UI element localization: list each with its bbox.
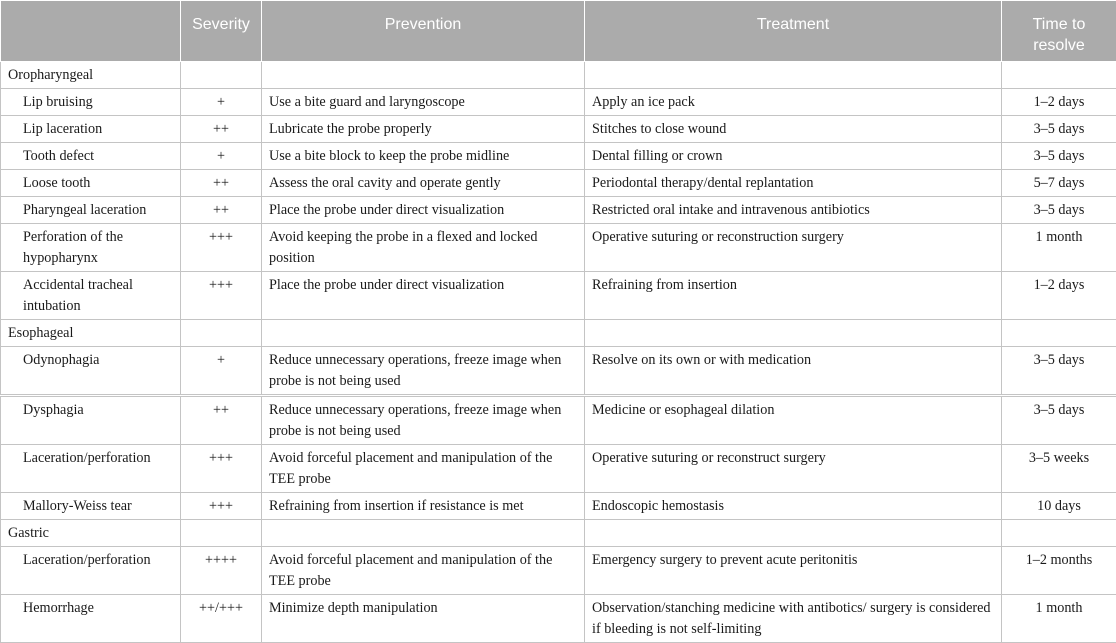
treatment-cell bbox=[585, 62, 1002, 89]
time-cell: 10 days bbox=[1002, 493, 1116, 520]
header-treatment: Treatment bbox=[585, 1, 1002, 62]
complication-name: Perforation of the hypopharynx bbox=[1, 224, 181, 272]
treatment-cell bbox=[585, 520, 1002, 547]
time-cell: 5–7 days bbox=[1002, 170, 1116, 197]
prevention-cell bbox=[262, 62, 585, 89]
complication-name: Dysphagia bbox=[1, 396, 181, 445]
complication-name: Accidental tracheal intubation bbox=[1, 272, 181, 320]
time-cell: 1 month bbox=[1002, 224, 1116, 272]
severity-cell bbox=[181, 62, 262, 89]
severity-cell: ++++ bbox=[181, 547, 262, 595]
prevention-cell: Refraining from insertion if resistance is met bbox=[262, 493, 585, 520]
treatment-cell: Resolve on its own or with medication bbox=[585, 347, 1002, 396]
prevention-cell: Avoid keeping the probe in a flexed and locked position bbox=[262, 224, 585, 272]
treatment-cell: Endoscopic hemostasis bbox=[585, 493, 1002, 520]
table-row bbox=[1, 170, 1116, 197]
prevention-cell: Assess the oral cavity and operate gently bbox=[262, 170, 585, 197]
treatment-cell: Stitches to close wound bbox=[585, 116, 1002, 143]
table-row bbox=[1, 197, 1116, 224]
category-name: Esophageal bbox=[1, 320, 181, 347]
time-cell: 1–2 months bbox=[1002, 547, 1116, 595]
time-cell bbox=[1002, 62, 1116, 89]
treatment-cell: Restricted oral intake and intravenous antibiotics bbox=[585, 197, 1002, 224]
treatment-cell: Apply an ice pack bbox=[585, 89, 1002, 116]
prevention-cell: Place the probe under direct visualization bbox=[262, 272, 585, 320]
prevention-cell: Minimize depth manipulation bbox=[262, 595, 585, 643]
prevention-cell: Avoid forceful placement and manipulation of the TEE probe bbox=[262, 547, 585, 595]
treatment-cell: Operative suturing or reconstruct surgery bbox=[585, 445, 1002, 493]
severity-cell: + bbox=[181, 347, 262, 396]
treatment-cell: Periodontal therapy/dental replantation bbox=[585, 170, 1002, 197]
complication-name: Laceration/perforation bbox=[1, 547, 181, 595]
header-complication bbox=[1, 1, 181, 62]
complication-name: Lip bruising bbox=[1, 89, 181, 116]
severity-cell: + bbox=[181, 143, 262, 170]
treatment-cell: Observation/stanching medicine with antibotics/ surgery is considered if bleeding is not self-limiting bbox=[585, 595, 1002, 643]
time-cell: 3–5 days bbox=[1002, 143, 1116, 170]
treatment-cell bbox=[585, 320, 1002, 347]
severity-cell: +++ bbox=[181, 493, 262, 520]
treatment-cell: Operative suturing or reconstruction surgery bbox=[585, 224, 1002, 272]
severity-cell: +++ bbox=[181, 272, 262, 320]
treatment-cell: Dental filling or crown bbox=[585, 143, 1002, 170]
severity-cell: ++ bbox=[181, 170, 262, 197]
prevention-cell: Use a bite guard and laryngoscope bbox=[262, 89, 585, 116]
severity-cell: ++ bbox=[181, 116, 262, 143]
time-cell: 3–5 days bbox=[1002, 116, 1116, 143]
category-row bbox=[1, 520, 1116, 547]
complication-name: Tooth defect bbox=[1, 143, 181, 170]
prevention-cell: Avoid forceful placement and manipulation of the TEE probe bbox=[262, 445, 585, 493]
table-row bbox=[1, 116, 1116, 143]
category-name: Gastric bbox=[1, 520, 181, 547]
header-severity: Severity bbox=[181, 1, 262, 62]
severity-cell bbox=[181, 320, 262, 347]
treatment-cell: Refraining from insertion bbox=[585, 272, 1002, 320]
table-row bbox=[1, 224, 1116, 272]
table-row bbox=[1, 396, 1116, 445]
complication-name: Odynophagia bbox=[1, 347, 181, 396]
prevention-cell: Place the probe under direct visualization bbox=[262, 197, 585, 224]
prevention-cell: Reduce unnecessary operations, freeze image when probe is not being used bbox=[262, 347, 585, 396]
severity-cell: + bbox=[181, 89, 262, 116]
severity-cell: +++ bbox=[181, 224, 262, 272]
complication-name: Mallory-Weiss tear bbox=[1, 493, 181, 520]
prevention-cell bbox=[262, 520, 585, 547]
prevention-cell: Use a bite block to keep the probe midline bbox=[262, 143, 585, 170]
table-row bbox=[1, 272, 1116, 320]
table-row bbox=[1, 445, 1116, 493]
time-cell: 3–5 days bbox=[1002, 197, 1116, 224]
header-row bbox=[1, 1, 1116, 62]
time-cell bbox=[1002, 320, 1116, 347]
header-time-to-resolve: Time to resolve bbox=[1002, 1, 1116, 62]
complication-name: Pharyngeal laceration bbox=[1, 197, 181, 224]
prevention-cell: Lubricate the probe properly bbox=[262, 116, 585, 143]
table-row bbox=[1, 547, 1116, 595]
table-row bbox=[1, 493, 1116, 520]
category-row bbox=[1, 320, 1116, 347]
category-row bbox=[1, 62, 1116, 89]
time-cell bbox=[1002, 520, 1116, 547]
treatment-cell: Medicine or esophageal dilation bbox=[585, 396, 1002, 445]
severity-cell bbox=[181, 520, 262, 547]
category-name: Oropharyngeal bbox=[1, 62, 181, 89]
complication-name: Lip laceration bbox=[1, 116, 181, 143]
severity-cell: +++ bbox=[181, 445, 262, 493]
table-row bbox=[1, 143, 1116, 170]
prevention-cell: Reduce unnecessary operations, freeze image when probe is not being used bbox=[262, 396, 585, 445]
treatment-cell: Emergency surgery to prevent acute peritonitis bbox=[585, 547, 1002, 595]
complication-name: Laceration/perforation bbox=[1, 445, 181, 493]
complication-name: Hemorrhage bbox=[1, 595, 181, 643]
table-row bbox=[1, 347, 1116, 396]
severity-cell: ++/+++ bbox=[181, 595, 262, 643]
severity-cell: ++ bbox=[181, 197, 262, 224]
table-row bbox=[1, 595, 1116, 643]
time-cell: 3–5 days bbox=[1002, 396, 1116, 445]
table-row bbox=[1, 89, 1116, 116]
time-cell: 1–2 days bbox=[1002, 272, 1116, 320]
prevention-cell bbox=[262, 320, 585, 347]
time-cell: 1–2 days bbox=[1002, 89, 1116, 116]
complication-name: Loose tooth bbox=[1, 170, 181, 197]
time-cell: 3–5 weeks bbox=[1002, 445, 1116, 493]
severity-cell: ++ bbox=[181, 396, 262, 445]
header-prevention: Prevention bbox=[262, 1, 585, 62]
time-cell: 1 month bbox=[1002, 595, 1116, 643]
time-cell: 3–5 days bbox=[1002, 347, 1116, 396]
